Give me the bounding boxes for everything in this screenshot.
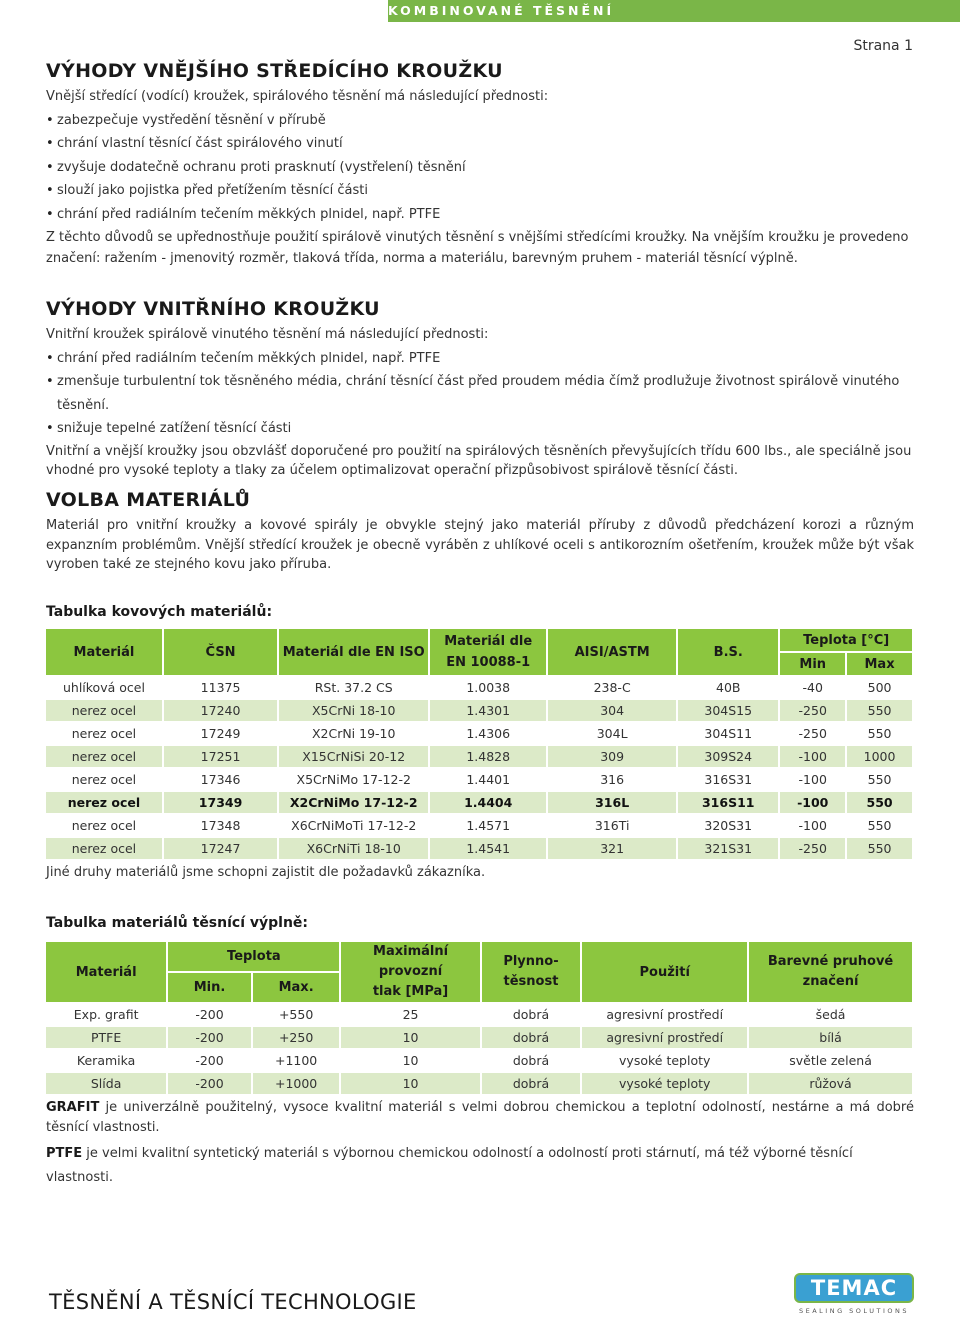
ptfe-note [46,1142,914,1189]
table-cell: X5CrNiMo 17-12-2 [296,772,411,787]
table-cell: -100 [780,746,845,767]
table-cell: 40B [716,680,741,695]
list-item: • snižuje tepelné zatížení těsnící části [46,417,914,441]
temac-logo [794,1273,914,1315]
table-cell: růžová [749,1073,912,1094]
table-cell: vysoké teploty [619,1053,711,1068]
table-cell: 550 [867,818,892,833]
table-cell: 238-C [593,680,631,695]
table-cell: -250 [780,838,845,859]
list-item: • zmenšuje turbulentní tok těsněného média, chrání těsnící část před proudem média čímž prodlužuje životnost spirálově vinutého těsnění. [46,370,914,417]
table-row [46,815,912,836]
table-note: Jiné druhy materiálů jsme schopni zajistit dle požadavků zákazníka. [46,865,486,880]
table-cell: X15CrNiSi 20-12 [279,746,428,767]
table-cell: X2CrNi 19-10 [311,726,396,741]
table-cell: 550 [867,726,892,741]
section-paragraph: Z těchto důvodů se upřednostňuje použití spirálově vinutých těsnění s vnějšími středícími kroužky. Na vnějším kroužku je provedeno značení: ražením - jmenovitý rozměr, tlaková třída, norma a materiálu, barevným pruhem - materiál těsnící výplně. [46,230,909,266]
table-cell: vysoké teploty [582,1073,747,1094]
table-cell: 1.0038 [466,680,511,695]
logo-text: TEMAC [810,1276,898,1300]
table-caption: Tabulka materiálů těsnící výplně: [46,915,309,931]
table-cell: 321 [548,838,676,859]
table-cell: RSt. 37.2 CS [314,680,393,695]
table-row [46,723,912,744]
table-cell: 17240 [164,700,277,721]
table-body [46,1004,912,1094]
table-cell: -200 [195,1053,224,1068]
column-header: Min. [168,973,251,1002]
section-heading: VÝHODY VNITŘNÍHO KROUŽKU [46,298,380,320]
table-cell: světle zelená [789,1053,872,1068]
section-heading: VOLBA MATERIÁLŮ [46,489,251,511]
table-cell: X6CrNiTi 18-10 [279,838,428,859]
table-row [46,677,912,698]
column-header: ČSN [164,629,277,675]
table-cell: agresivní prostředí [582,1027,747,1048]
list-item: • zabezpečuje vystředění těsnění v přírubě [46,109,914,133]
note-text: je velmi kvalitní syntetický materiál s výbornou chemickou odolností a odolností proti stárnutí, má též výborné těsnící vlastnosti. [46,1146,853,1185]
table-row [46,838,912,859]
table-cell: 17346 [200,772,241,787]
column-header-line: Plynno- [503,954,559,969]
column-header: Min [780,653,845,675]
metal-table-block [46,604,914,885]
table-caption: Tabulka kovových materiálů: [46,604,273,620]
column-header: Materiál [46,629,162,675]
column-header: Max. [253,973,340,1002]
top-header [0,0,960,22]
table-cell: 320S31 [704,818,753,833]
table-cell: nerez ocel [71,726,137,741]
table-cell: 550 [847,792,912,813]
table-row [46,1073,912,1094]
table-cell: uhlíková ocel [62,680,145,695]
table-cell: nerez ocel [46,746,162,767]
table-cell: 1.4404 [430,792,546,813]
table-cell: -100 [798,818,827,833]
table-body [46,677,912,859]
table-cell: šedá [815,1007,846,1022]
table-cell: bílá [749,1027,912,1048]
table-cell: 304S15 [678,700,778,721]
column-header-line: Maximální provozní [373,944,449,979]
section-heading: VÝHODY VNĚJŠÍHO STŘEDÍCÍHO KROUŽKU [46,60,503,82]
table-cell: 1.4828 [430,746,546,767]
table-cell: -40 [802,680,823,695]
filler-materials-table [44,940,914,1096]
table-cell: 1.4541 [430,838,546,859]
table-cell: nerez ocel [46,792,162,813]
table-cell: dobrá [512,1007,550,1022]
table-cell: nerez ocel [46,700,162,721]
list-item: • chrání před radiálním tečením měkkých plnidel, např. PTFE [46,203,914,227]
column-header-line: tlak [MPa] [372,984,449,999]
column-header: Materiál [46,942,166,1002]
column-header [341,942,479,1002]
metal-materials-table [44,627,914,861]
column-header-line: těsnost [503,974,559,989]
grafit-note [46,1098,914,1137]
table-cell: dobrá [482,1027,581,1048]
table-cell: 1000 [847,746,912,767]
table-cell: 316S31 [704,772,753,787]
table-cell: -100 [780,792,845,813]
table-row [46,700,912,721]
column-header: Max [847,653,912,675]
footer-title: TĚSNĚNÍ A TĚSNÍCÍ TECHNOLOGIE [49,1290,417,1314]
table-cell: +1000 [253,1073,340,1094]
table-cell: 550 [847,838,912,859]
table-cell: 1.4571 [466,818,511,833]
table-cell: 550 [867,772,892,787]
table-cell: 17247 [164,838,277,859]
table-cell: dobrá [512,1053,550,1068]
table-cell: 17349 [164,792,277,813]
table-cell: -200 [195,1007,224,1022]
table-cell: agresivní prostředí [606,1007,724,1022]
table-cell: 17249 [200,726,241,741]
table-cell: 309 [548,746,676,767]
column-header: AISI/ASTM [548,629,676,675]
page-number: Strana 1 [853,38,913,54]
section-intro: Vnitřní kroužek spirálově vinutého těsnění má následující přednosti: [46,327,489,342]
table-cell: -200 [168,1027,251,1048]
list-item: • chrání před radiálním tečením měkkých plnidel, např. PTFE [46,347,914,371]
list-item: • zvyšuje dodatečně ochranu proti prasknutí (vystřelení) těsnění [46,156,914,180]
table-cell: 10 [341,1073,479,1094]
table-cell: X6CrNiMoTi 17-12-2 [291,818,417,833]
table-cell: X2CrNiMo 17-12-2 [279,792,428,813]
filler-table-block [46,915,914,1189]
table-row [46,769,912,790]
table-cell: Slída [46,1073,166,1094]
section-outer-ring [46,60,914,269]
column-header-line: Barevné pruhové [767,954,894,969]
table-cell: 17251 [164,746,277,767]
column-header [749,942,912,1002]
section-intro: Vnější středící (vodící) kroužek, spirálového těsnění má následující přednosti: [46,89,549,104]
list-item: • slouží jako pojistka před přetížením těsnící části [46,179,914,203]
table-cell: 304S11 [704,726,753,741]
logo-subtitle: SEALING SOLUTIONS [799,1307,909,1315]
note-label: GRAFIT [46,1100,100,1115]
table-row [46,1050,912,1071]
table-cell: 316S11 [678,792,778,813]
table-cell: nerez ocel [46,838,162,859]
table-cell: 304L [596,726,628,741]
table-cell: 316L [548,792,676,813]
note-text: je univerzálně použitelný, vysoce kvalitní materiál s velmi dobrou chemickou a teplotní odolností, nestárne a má dobré těsnící vlastnosti. [46,1100,914,1135]
table-cell: 309S24 [678,746,778,767]
table-cell: 11375 [200,680,241,695]
table-cell: nerez ocel [71,818,137,833]
table-cell: 500 [867,680,892,695]
bullet-list [46,109,914,227]
table-cell: Keramika [76,1053,136,1068]
table-row [46,1004,912,1025]
list-item: • chrání vlastní těsnící část spirálového vinutí [46,132,914,156]
column-header: Materiál dle EN ISO [279,629,428,675]
column-header: B.S. [678,629,778,675]
table-cell: 321S31 [678,838,778,859]
table-cell: dobrá [482,1073,581,1094]
column-header-line: značení [802,974,859,989]
table-cell: +250 [253,1027,340,1048]
table-cell: 10 [402,1053,419,1068]
table-cell: Exp. grafit [73,1007,139,1022]
table-cell: X5CrNi 18-10 [279,700,428,721]
section-inner-ring [46,298,914,481]
note-label: PTFE [46,1146,83,1161]
column-header: Použití [582,942,747,1002]
column-header-line: EN 10088-1 [446,655,531,670]
table-cell: 304 [548,700,676,721]
table-row [46,792,912,813]
table-cell: PTFE [46,1027,166,1048]
column-header [482,942,581,1002]
bullet-list [46,347,914,441]
column-header: Teplota [168,942,339,971]
table-cell: -100 [798,772,827,787]
column-header [430,629,546,675]
section-paragraph: Materiál pro vnitřní kroužky a kovové spirály je obvykle stejný jako materiál příruby z důvodů předcházení korozi a různým expanzním problémům. Vnější středící kroužek je obecně vyráběn z uhlíkové oceli s antikorozním ošetřením, kroužek může být však vyroben také ze stejného kovu jako příruba. [46,518,914,572]
table-cell: 316Ti [594,818,630,833]
table-cell: -200 [168,1073,251,1094]
table-row [46,746,912,767]
table-cell: 316 [600,772,625,787]
table-cell: 1.4306 [466,726,511,741]
table-cell: +550 [278,1007,314,1022]
table-cell: -250 [780,700,845,721]
table-row [46,1027,912,1048]
column-header-line: Materiál dle [444,634,533,649]
table-cell: 17348 [200,818,241,833]
section-paragraph: Vnitřní a vnější kroužky jsou obzvlášť doporučené pro použití na spirálových těsněních převyšujících třídu 600 lbs., ale speciálně jsou vhodné pro vysoké teploty a tlaky za účelem optimalizovat operační přizpůsobivost spirálově těsnící části. [46,443,912,478]
table-cell: nerez ocel [71,772,137,787]
table-cell: 550 [847,700,912,721]
table-cell: 1.4401 [466,772,511,787]
section-materials [46,489,914,575]
table-cell: 10 [341,1027,479,1048]
table-cell: 1.4301 [430,700,546,721]
table-cell: +1100 [274,1053,318,1068]
table-cell: 25 [402,1007,419,1022]
table-cell: -250 [798,726,827,741]
header-title: KOMBINOVANÉ TĚSNĚNÍ [388,3,615,18]
column-header: Teplota [°C] [780,629,912,651]
